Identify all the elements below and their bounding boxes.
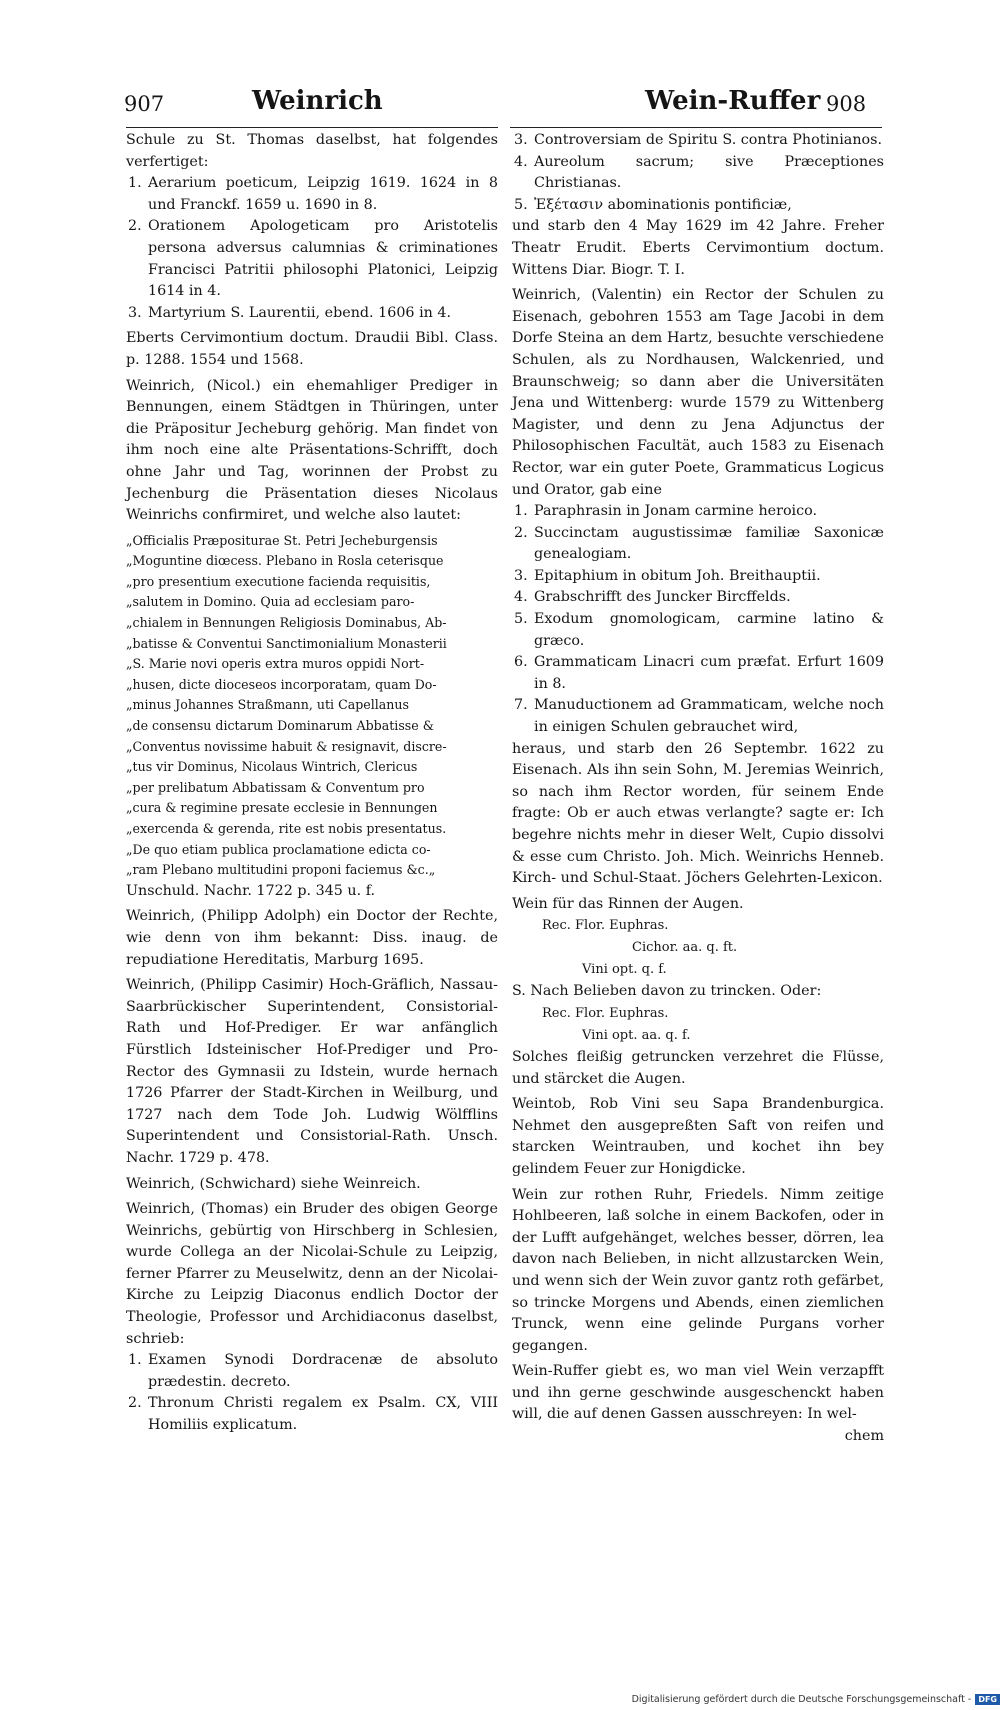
death-note: und starb den 4 May 1629 im 42 Jahre. Freher Theatr Erudit. Eberts Cervimontium doctum. Wittens Diar. Biogr. T. I.: [512, 218, 884, 278]
left-header-rule: [126, 127, 498, 128]
quote-line: „Officialis Præpositurae St. Petri Jecheburgensis: [126, 532, 438, 548]
work-text: Examen Synodi Dordracenæ de absoluto prædestin. decreto.: [148, 1352, 498, 1390]
latin-quotation: [126, 531, 498, 881]
work-item: [126, 1393, 498, 1436]
recipe-line: Rec. Flor. Euphras.: [542, 1005, 669, 1021]
right-page-number: 908: [826, 92, 867, 116]
right-running-headword: Wein-Ruffer: [645, 86, 821, 116]
work-text: Manuductionem ad Grammaticam, welche noch in einigen Schulen gebrauchet wird,: [534, 697, 884, 736]
quote-line: „salutem in Domino. Quia ad ecclesiam paro-: [126, 594, 415, 610]
recipe-block: [512, 1003, 884, 1047]
entry-schwichard: Weinrich, (Schwichard) siehe Weinreich.: [126, 1175, 421, 1192]
quote-line: „Moguntine diœcess. Plebano in Rosla ceterisque: [126, 553, 444, 569]
quote-line: „chialem in Bennungen Religiosis Dominabus, Ab-: [126, 615, 447, 631]
quote-line: „S. Marie novi operis extra muros oppidi Nort-: [126, 656, 425, 672]
work-item: [512, 152, 884, 195]
work-item: [512, 695, 884, 738]
work-number: 1.: [128, 1352, 142, 1369]
entry-ruhr: Wein zur rothen Ruhr, Friedels. Nimm zeitige Hohlbeeren, laß solche in einem Backofen, oder in der Lufft aufgehänget, welches besser, dörren, lea davon nach Belieben, in nicht allzustarcken Wein, und wenn sich der Wein zuvor gantz roth gefärbet, so trincke Morgens und Abends, einen ziemlichen Trunck, wenn eine gelinde Purgans vorher gegangen.: [512, 1186, 884, 1354]
right-column: [512, 130, 884, 1448]
quote-line: „batisse & Conventui Sanctimonialium Monasterii: [126, 635, 447, 651]
quote-line: „minus Johannes Straßmann, uti Capellanus: [126, 697, 409, 713]
recipe-line: Vini opt. q. f.: [582, 962, 667, 978]
quote-line: „husen, dicte dioceseos incorporatam, quam Do-: [126, 676, 437, 692]
recipe-conclusion: Solches fleißig getruncken verzehret die Flüsse, und stärcket die Augen.: [512, 1048, 884, 1087]
quote-line: „De quo etiam publica proclamatione edicta co-: [126, 841, 431, 857]
work-item: [512, 566, 884, 588]
work-item: [512, 609, 884, 652]
work-number: 4.: [514, 589, 528, 606]
entry-weintob: Weintob, Rob Vini seu Sapa Brandenburgica. Nehmet den ausgepreßten Saft von reifen und starcken Weintrauben, und kochet ihn bey gelindem Feuer zur Honigdicke.: [512, 1096, 884, 1177]
work-text: Controversiam de Spiritu S. contra Photinianos.: [534, 132, 883, 148]
work-number: 3.: [128, 304, 142, 321]
intro-paragraph: Schule zu St. Thomas daselbst, hat folgendes verfertiget:: [126, 132, 498, 170]
work-item: [126, 216, 498, 302]
recipe-block: [512, 915, 884, 981]
work-item: [126, 173, 498, 216]
left-running-headword: Weinrich: [252, 86, 383, 116]
footer-text: Digitalisierung gefördert durch die Deutsche Forschungsgemeinschaft -: [631, 1694, 972, 1705]
work-text: Grabschrifft des Juncker Bircffelds.: [534, 589, 791, 606]
recipe-line: Rec. Flor. Euphras.: [542, 918, 669, 934]
dfg-logo-badge: DFG: [975, 1694, 1000, 1705]
work-text: Aureolum sacrum; sive Præceptiones Christianas.: [534, 153, 884, 192]
entry-philipp-casimir: Weinrich, (Philipp Casimir) Hoch-Gräflich, Nassau-Saarbrückischer Superintendent, Consistorial-Rath und Hof-Prediger. Er war anfänglich Fürstlich Idsteinischer Hof-Prediger und Pro-Rector des Gymnasii zu Idstein, wurde hernach 1726 Pfarrer der Stadt-Kirchen in Weilburg, und 1727 nach dem Tode Joh. Ludwig Wölfflins Superintendent und Consistorial-Rath. Unsch. Nachr. 1729 p. 478.: [126, 977, 498, 1166]
work-item: [512, 523, 884, 566]
source-citation: Eberts Cervimontium doctum. Draudii Bibl. Class. p. 1288. 1554 und 1568.: [126, 330, 498, 368]
work-number: 5.: [514, 196, 528, 213]
left-page-number: 907: [124, 92, 165, 116]
work-text: Paraphrasin in Jonam carmine heroico.: [534, 503, 818, 520]
work-item: [512, 130, 884, 152]
entry-thomas: Weinrich, (Thomas) ein Bruder des obigen George Weinrichs, gebürtig von Hirschberg in Schlesien, wurde Collega an der Nicolai-Schule zu Leipzig, ferner Pfarrer zu Meuselwitz, denn an der Nicolai-Kirche zu Leipzig Diaconus endlich Doctor der Theologie, Professor und Archidiaconus daselbst, schrieb:: [126, 1201, 498, 1347]
digitization-footer: [560, 1694, 1000, 1710]
work-text: Orationem Apologeticam pro Aristotelis persona adversus calumnias & criminationes Francisci Patritii philosophi Platonici, Leipzig 1614 in 4.: [148, 218, 498, 300]
work-text: Martyrium S. Laurentii, ebend. 1606 in 4.: [148, 304, 452, 321]
work-text: Succinctam augustissimæ familiæ Saxonicæ genealogiam.: [534, 524, 884, 563]
quote-line: „de consensu dictarum Dominarum Abbatisse &: [126, 718, 434, 734]
source-citation: Unschuld. Nachr. 1722 p. 345 u. f.: [126, 882, 376, 899]
quote-line: „pro presentium executione facienda requisitis,: [126, 573, 431, 589]
work-number: 2.: [128, 218, 142, 235]
catchword: chem: [844, 1428, 884, 1445]
recipe-line: Vini opt. aa. q. f.: [582, 1027, 691, 1043]
valentin-conclusion: heraus, und starb den 26 Septembr. 1622 zu Eisenach. Als ihn sein Sohn, M. Jeremias Weinrich, so nach ihm Rector worden, für seinem Ende fragte: Ob er auch etwas verlangte? sagte er: Ich begehre nichts mehr in dieser Welt, Cupio dissolvi & esse cum Christo. Joh. Mich. Weinrichs Henneb. Kirch- und Schul-Staat. Jöchers Gelehrten-Lexicon.: [512, 740, 884, 887]
work-number: 7.: [514, 697, 528, 714]
work-item: [512, 501, 884, 523]
work-item: [512, 587, 884, 609]
work-text: Thronum Christi regalem ex Psalm. CX, VIII Homiliis explicatum.: [148, 1395, 498, 1434]
quote-line: „per prelibatum Abbatissam & Conventum pro: [126, 779, 425, 795]
work-number: 1.: [128, 175, 142, 192]
work-number: 1.: [514, 503, 528, 520]
entry-wein-ruffer: Wein-Ruffer giebt es, wo man viel Wein verzapfft und ihn gerne geschwinde ausgeschenckt haben will, die auf denen Gassen ausschreyen: In wel-: [512, 1363, 884, 1423]
work-item: [126, 303, 498, 325]
work-number: 2.: [128, 1395, 142, 1412]
left-column: [126, 130, 498, 1437]
work-item: [512, 652, 884, 695]
work-number: 2.: [514, 524, 528, 541]
work-number: 5.: [514, 611, 528, 628]
work-number: 3.: [514, 567, 528, 584]
work-text: Ἐξέτασιν abominationis pontificiæ,: [534, 196, 792, 213]
work-text: Grammaticam Linacri cum præfat. Erfurt 1609 in 8.: [534, 654, 884, 692]
work-number: 4.: [514, 153, 528, 170]
work-text: Exodum gnomologicam, carmine latino & græco.: [534, 611, 884, 649]
recipe-signa: S. Nach Belieben davon zu trincken. Oder:: [512, 983, 822, 1000]
quote-line: „ram Plebano multitudini proponi faciemus &c.„: [126, 862, 436, 878]
quote-line: „cura & regimine presate ecclesie in Bennungen: [126, 800, 438, 816]
work-item: [126, 1350, 498, 1393]
quote-line: „tus vir Dominus, Nicolaus Wintrich, Clericus: [126, 759, 418, 775]
work-number: 3.: [514, 132, 528, 148]
quote-line: „Conventus novissime habuit & resignavit, discre-: [126, 738, 447, 754]
entry-philipp-adolph: Weinrich, (Philipp Adolph) ein Doctor der Rechte, wie denn von ihm bekannt: Diss. inaug. de repudiatione Hereditatis, Marburg 1695.: [126, 908, 498, 968]
work-number: 6.: [514, 654, 528, 671]
work-text: Epitaphium in obitum Joh. Breithauptii.: [534, 567, 821, 584]
work-text: Aerarium poeticum, Leipzig 1619. 1624 in 8 und Franckf. 1659 u. 1690 in 8.: [148, 175, 498, 213]
right-header-rule: [510, 127, 882, 128]
entry-nicol: Weinrich, (Nicol.) ein ehemahliger Prediger in Bennungen, einem Städtgen in Thüringen, unter die Präpositur Jecheburg gehörig. Man findet von ihm noch eine alte Präsentations-Schrifft, doch ohne Jahr und Tag, worinnen der Probst zu Jechenburg die Präsentation dieses Nicolaus Weinrichs confirmiret, und welche also lautet:: [126, 377, 498, 524]
entry-valentin: Weinrich, (Valentin) ein Rector der Schulen zu Eisenach, gebohren 1553 am Tage Jacobi in dem Dorfe Steina an dem Hartz, besuchte verschiedene Schulen, als zu Nordhausen, Walckenried, und Braunschweig; so dann aber die Universitäten Jena und Wittenberg: wurde 1579 zu Wittenberg Magister, und denn zu Jena Adjunctus der Philosophischen Facultät, auch 1583 zu Eisenach Rector, war ein guter Poete, Grammaticus Logicus und Orator, gab eine: [512, 287, 884, 498]
quote-line: „exercenda & gerenda, rite est nobis presentatus.: [126, 821, 447, 836]
recipe-line: Cichor. aa. q. ft.: [632, 940, 738, 956]
work-item: [512, 195, 884, 217]
entry-eye-wine-title: Wein für das Rinnen der Augen.: [512, 895, 744, 912]
